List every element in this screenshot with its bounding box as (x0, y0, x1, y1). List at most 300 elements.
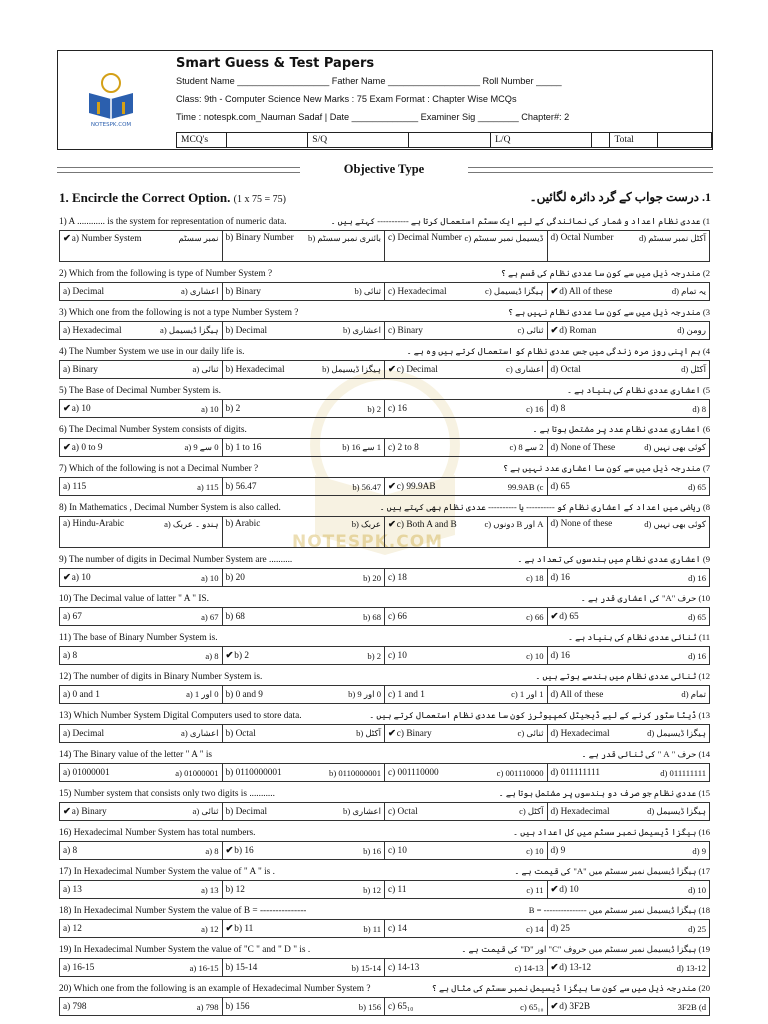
option-text-english: d) Hexadecimal (550, 806, 610, 817)
question-text-english: 16) Hexadecimal Number System has total numbers. (59, 827, 256, 838)
question-row (59, 668, 710, 685)
question-text-urdu: 13) ڈیٹا سٹور کرنے کے لیے ڈیجیٹل کمپیوٹرز کون سا عددی نظام استعمال کرتے ہیں ۔ (369, 710, 710, 720)
option-text-english: c) 14 (388, 923, 407, 934)
option-text-english: c) Decimal Number (388, 233, 462, 243)
question-text-english: 11) The base of Binary Number System is. (59, 632, 218, 643)
option-cell[interactable] (548, 361, 710, 378)
options-row (59, 724, 710, 743)
option-text-english: b) 2 (225, 403, 241, 414)
option-text-english: d) 10 (559, 885, 579, 895)
option-cell[interactable] (60, 322, 223, 339)
option-text-english: b) Octal (225, 728, 256, 739)
option-english-wrap (388, 326, 423, 336)
option-cell[interactable] (385, 842, 548, 859)
option-text-english: b) 1 to 16 (225, 442, 262, 453)
options-row (59, 841, 710, 860)
option-cell[interactable] (223, 842, 386, 859)
score-cell-total-value (657, 133, 711, 148)
option-cell[interactable] (60, 569, 223, 586)
option-text-english: d) 8 (550, 403, 566, 414)
option-text-english: b) Binary (225, 286, 261, 297)
option-cell[interactable] (548, 920, 710, 937)
option-cell[interactable] (548, 842, 710, 859)
option-english-wrap (63, 690, 100, 700)
option-english-wrap (226, 768, 282, 778)
question-text-urdu: 11) ثنائی عددی نظام کی بنیاد ہے ۔ (568, 632, 710, 642)
option-english-wrap (551, 365, 581, 375)
question-text-english: 7) Which of the following is not a Decimal Number ? (59, 463, 259, 474)
option-text-english: b) 15-14 (225, 962, 258, 973)
option-text-english: b) Binary Number (225, 233, 294, 243)
option-english-wrap (388, 728, 432, 739)
option-english-wrap (388, 519, 457, 530)
option-text-urdu: 56.47 (b (352, 481, 381, 492)
option-text-english: d) 3F2B (559, 1002, 591, 1012)
option-cell[interactable] (548, 998, 710, 1015)
question-text-english: 8) In Mathematics , Decimal Number System is also called. (59, 502, 281, 513)
option-text-urdu: 13 (a (201, 884, 219, 895)
option-cell[interactable] (548, 478, 710, 495)
logo-caption: NOTESPK.COM (90, 122, 132, 127)
option-cell[interactable] (548, 803, 710, 820)
option-english-wrap (551, 807, 610, 817)
option-cell[interactable] (548, 400, 710, 417)
option-english-wrap (63, 1002, 87, 1012)
option-english-wrap (63, 729, 104, 739)
option-text-urdu: 67 (a (201, 611, 219, 622)
options-row (59, 360, 710, 379)
options-row (59, 399, 710, 418)
option-english-wrap (226, 404, 241, 414)
question-item (59, 499, 710, 551)
checkmark-icon: ✔ (550, 326, 559, 336)
option-english-wrap (63, 963, 94, 973)
option-english-wrap (551, 325, 597, 336)
option-text-english: d) Roman (559, 326, 597, 336)
option-cell[interactable] (223, 647, 386, 664)
option-cell[interactable] (60, 686, 223, 703)
option-cell[interactable] (223, 725, 386, 742)
checkmark-icon: ✔ (63, 404, 71, 414)
option-cell[interactable] (385, 725, 548, 742)
option-english-wrap (226, 365, 285, 375)
option-text-english: b) Hexadecimal (225, 364, 285, 375)
question-row (59, 265, 710, 282)
option-english-wrap (226, 612, 245, 622)
option-text-urdu: 12 (b (363, 884, 381, 895)
option-text-urdu: ہیگزا ڈیسیمل (b (322, 364, 381, 374)
option-text-urdu: اعشاری (b (343, 325, 381, 335)
time-info-line: Time : notespk.com_Nauman Sadaf | Date _____________ Examiner Sig ________ Chapter#: 2 (176, 112, 570, 122)
option-cell[interactable] (60, 881, 223, 898)
option-english-wrap (63, 233, 142, 244)
option-text-english: d) 25 (550, 923, 570, 934)
option-cell[interactable] (60, 400, 223, 417)
option-cell[interactable] (60, 764, 223, 781)
option-text-urdu: 2 سے 8 (c (509, 442, 544, 452)
question-row (59, 382, 710, 399)
option-text-english: a) 8 (63, 650, 78, 661)
option-english-wrap (63, 806, 107, 817)
option-cell[interactable] (548, 725, 710, 742)
option-cell[interactable] (223, 764, 386, 781)
option-cell[interactable] (223, 803, 386, 820)
option-text-urdu: 0 اور 9 (b (348, 689, 381, 699)
option-cell[interactable] (60, 725, 223, 742)
option-cell[interactable] (385, 322, 548, 339)
question-row (59, 590, 710, 607)
student-info-line: Student Name __________________ Father Name __________________ Roll Number _____ (176, 76, 562, 86)
options-row (59, 919, 710, 938)
option-english-wrap (63, 768, 110, 778)
checkmark-icon: ✔ (550, 612, 559, 622)
option-cell[interactable] (385, 803, 548, 820)
option-cell[interactable] (60, 231, 223, 261)
option-english-wrap (63, 442, 103, 453)
option-cell[interactable] (385, 439, 548, 456)
paper-title: Smart Guess & Test Papers (176, 56, 375, 71)
question-text-urdu: 18) ہیگزا ڈیسیمل نمبر سسٹم میں --------------- = B (528, 905, 710, 915)
question-text-english: 9) The number of digits in Decimal Number System are .......... (59, 554, 293, 565)
option-cell[interactable] (60, 608, 223, 625)
option-cell[interactable] (385, 764, 548, 781)
option-text-urdu: بائنری نمبر سسٹم (b (308, 233, 381, 243)
option-english-wrap (63, 365, 98, 375)
class-info-line: Class: 9th - Computer Science New Marks : 75 Exam Format : Chapter Wise MCQs (176, 94, 517, 104)
question-text-urdu: 6) اعشاری عددی نظام عدد پر مشتمل ہوتا ہے ۔ (532, 424, 710, 434)
question-text-urdu: 19) ہیگزا ڈیسیمل نمبر سسٹم میں حروف "C" اور "D" کی قیمت ہے ۔ (461, 944, 710, 954)
question-item (59, 213, 710, 265)
option-text-english: b) 11 (234, 924, 254, 934)
option-cell[interactable] (548, 231, 710, 261)
options-row (59, 685, 710, 704)
option-text-urdu: 10 (d (688, 884, 706, 895)
option-cell[interactable] (223, 569, 386, 586)
option-text-urdu: 8 (a (205, 845, 219, 856)
option-cell[interactable] (548, 517, 710, 547)
option-cell[interactable] (60, 842, 223, 859)
checkmark-icon: ✔ (550, 1002, 559, 1012)
option-cell[interactable] (548, 569, 710, 586)
option-cell[interactable] (385, 608, 548, 625)
checkmark-icon: ✔ (63, 234, 71, 244)
option-text-urdu: 115 (a (197, 481, 219, 492)
options-row (59, 477, 710, 496)
option-text-urdu: 16 (c (526, 403, 544, 414)
option-cell[interactable] (223, 608, 386, 625)
option-text-urdu: 2 (b (367, 650, 381, 661)
option-english-wrap (226, 519, 261, 529)
option-text-english: b) 16 (234, 846, 254, 856)
question-text-english: 13) Which Number System Digital Computers used to store data. (59, 710, 302, 721)
option-text-urdu: 3F2B (d (677, 1001, 706, 1012)
option-cell[interactable] (223, 478, 386, 495)
option-cell[interactable] (385, 361, 548, 378)
question-row (59, 707, 710, 724)
option-cell[interactable] (385, 569, 548, 586)
option-cell[interactable] (223, 881, 386, 898)
option-text-english: d) All of these (559, 287, 613, 297)
option-text-urdu: ثنائی (c (517, 728, 544, 738)
option-english-wrap (388, 924, 407, 934)
option-cell[interactable] (223, 998, 386, 1015)
option-english-wrap (226, 482, 257, 492)
option-text-english: c) Hexadecimal (388, 286, 447, 297)
option-text-english: c) Decimal (396, 365, 438, 375)
option-english-wrap (551, 404, 566, 414)
question-row (59, 785, 710, 802)
option-text-english: d) All of these (550, 689, 604, 700)
option-cell[interactable] (223, 400, 386, 417)
option-cell[interactable] (548, 439, 710, 456)
options-row (59, 880, 710, 899)
option-text-urdu: 10 (c (526, 650, 544, 661)
question-text-english: 2) Which from the following is type of Number System ? (59, 268, 273, 279)
option-cell[interactable] (385, 517, 548, 547)
option-english-wrap (551, 1001, 591, 1012)
option-text-english: b) Decimal (225, 806, 268, 817)
option-english-wrap (63, 572, 91, 583)
option-cell[interactable] (223, 686, 386, 703)
option-english-wrap (226, 1002, 250, 1012)
option-text-urdu: A اور B دونوں (c (484, 519, 544, 529)
option-english-wrap (551, 519, 613, 529)
option-cell[interactable] (548, 283, 710, 300)
option-cell[interactable] (223, 517, 386, 547)
option-cell[interactable] (60, 439, 223, 456)
option-cell[interactable] (60, 998, 223, 1015)
option-cell[interactable] (60, 920, 223, 937)
question-text-english: 4) The Number System we use in our daily life is. (59, 346, 245, 357)
option-english-wrap (551, 924, 570, 934)
option-english-wrap (388, 364, 438, 375)
option-text-urdu: 9 (d (692, 845, 706, 856)
score-table (176, 132, 712, 148)
option-cell[interactable] (548, 686, 710, 703)
option-text-urdu: 16 (d (688, 572, 706, 583)
option-text-urdu: اعشاری (b (343, 806, 381, 816)
question-item (59, 343, 710, 382)
option-text-urdu: d) 011111111 (660, 767, 706, 778)
options-row (59, 282, 710, 301)
option-cell[interactable] (385, 283, 548, 300)
option-english-wrap (551, 846, 566, 856)
question-text-english: 20) Which one from the following is an example of Hexadecimal Number System ? (59, 983, 371, 994)
option-cell[interactable] (385, 959, 548, 976)
option-cell[interactable] (223, 231, 386, 261)
option-cell[interactable] (548, 608, 710, 625)
option-cell[interactable] (548, 959, 710, 976)
option-cell[interactable] (385, 231, 548, 261)
question-row (59, 629, 710, 646)
checkmark-icon: ✔ (388, 482, 396, 492)
option-english-wrap (63, 846, 77, 856)
option-cell[interactable] (223, 920, 386, 937)
option-cell[interactable] (385, 400, 548, 417)
option-cell[interactable] (385, 881, 548, 898)
option-text-english: d) 011111111 (550, 767, 600, 778)
option-english-wrap (388, 233, 462, 243)
option-text-urdu: 10 (a (201, 572, 219, 583)
option-text-english: d) None of these (550, 519, 613, 529)
options-row (59, 438, 710, 457)
option-text-english: a) Decimal (63, 728, 105, 739)
options-row (59, 516, 710, 548)
option-text-urdu: یہ تمام (d (671, 286, 706, 296)
option-english-wrap (551, 233, 614, 243)
question-text-urdu: 8) ریاضی میں اعداد کے اعشاری نظام کو ---------- یا ---------- عددی نظام بھی کہتے ہیں ۔ (379, 502, 710, 512)
option-text-urdu: 18 (c (526, 572, 544, 583)
option-text-english: c) 99.9AB (396, 482, 436, 492)
question-item (59, 863, 710, 902)
option-cell[interactable] (548, 764, 710, 781)
question-row (59, 551, 710, 568)
question-text-english: 10) The Decimal value of latter " A " IS. (59, 593, 209, 604)
question-item (59, 304, 710, 343)
checkmark-icon: ✔ (550, 287, 559, 297)
checkmark-icon: ✔ (63, 573, 71, 583)
checkmark-icon: ✔ (388, 520, 396, 530)
option-english-wrap (388, 963, 419, 973)
question-row (59, 343, 710, 360)
option-english-wrap (226, 729, 256, 739)
option-cell[interactable] (60, 283, 223, 300)
option-text-english: d) 16 (550, 650, 570, 661)
options-row (59, 646, 710, 665)
option-english-wrap (388, 690, 425, 700)
question-text-english: 1) A ............ is the system for representation of numeric data. (59, 216, 287, 227)
question-text-urdu: 10) حرف "A" کی اعشاری قدر ہے ۔ (580, 593, 710, 603)
option-cell[interactable] (385, 686, 548, 703)
watermark-text: NOTESPK.COM (292, 532, 444, 552)
question-text-urdu: 4) ہم اپنی روز مرہ زندگی میں جس عددی نظام کو استعمال کرتے ہیں وہ ہے ۔ (406, 346, 710, 356)
option-text-urdu: ثنائی (a (192, 364, 219, 374)
option-text-english: a) 67 (63, 611, 82, 622)
option-text-english: d) 9 (550, 845, 566, 856)
question-text-urdu: 7) مندرجہ ذیل میں سے کون سا اعشاری عدد نہیں ہے ؟ (502, 463, 710, 473)
option-text-english: a) Hindu-Arabic (63, 519, 125, 529)
option-text-urdu: 16 (d (688, 650, 706, 661)
question-text-english: 15) Number system that consists only two digits is ........... (59, 788, 275, 799)
question-item (59, 746, 710, 785)
option-english-wrap (388, 885, 407, 895)
option-text-urdu: ڈیسیمل نمبر سسٹم (c (464, 233, 544, 243)
question-item (59, 421, 710, 460)
option-cell[interactable] (548, 881, 710, 898)
option-english-wrap (388, 1002, 413, 1012)
option-cell[interactable] (60, 803, 223, 820)
option-text-urdu: 16-15 (a (189, 962, 219, 973)
option-text-english: b) 0110000001 (225, 767, 282, 778)
option-cell[interactable] (60, 517, 223, 547)
question-text-urdu: 3) مندرجہ ذیل میں سے کون سا عددی نظام نہیں ہے ؟ (508, 307, 710, 317)
option-cell[interactable] (548, 322, 710, 339)
option-english-wrap (551, 286, 613, 297)
option-cell[interactable] (223, 439, 386, 456)
option-text-english: a) 10 (71, 404, 91, 414)
option-text-urdu: تمام (d (681, 689, 706, 699)
option-english-wrap (63, 885, 82, 895)
option-english-wrap (63, 612, 82, 622)
option-text-urdu: آکٹل (d (681, 364, 706, 374)
option-english-wrap (226, 287, 261, 297)
option-english-wrap (388, 807, 418, 817)
checkmark-icon: ✔ (225, 651, 234, 661)
option-cell[interactable] (60, 959, 223, 976)
option-text-urdu: آکٹل (b (356, 728, 381, 738)
option-text-urdu: 8 (d (692, 403, 706, 414)
checkmark-icon: ✔ (388, 365, 396, 375)
option-text-urdu: 13-12 (d (676, 962, 706, 973)
option-text-urdu: آکٹل نمبر سسٹم (d (638, 233, 706, 243)
checkmark-icon: ✔ (388, 729, 396, 739)
question-row (59, 902, 710, 919)
question-item (59, 460, 710, 499)
option-text-urdu: 11 (b (363, 923, 381, 934)
option-text-english: c) 16 (388, 403, 407, 414)
option-english-wrap (388, 612, 407, 622)
option-text-english: d) 65 (559, 612, 579, 622)
option-text-english: c) Binary (388, 325, 423, 336)
options-row (59, 230, 710, 262)
book-lamp-logo-icon (83, 69, 139, 127)
option-english-wrap (388, 481, 436, 492)
option-cell[interactable] (223, 283, 386, 300)
option-english-wrap (551, 962, 592, 973)
option-text-english: d) Octal Number (550, 233, 614, 243)
option-cell[interactable] (548, 647, 710, 664)
option-english-wrap (388, 768, 439, 778)
option-text-urdu: عربک (b (351, 519, 381, 529)
option-cell[interactable] (223, 959, 386, 976)
option-cell[interactable] (385, 478, 548, 495)
question-text-english: 17) In Hexadecimal Number System the value of " A " is . (59, 866, 275, 877)
option-text-urdu: 65 (d (688, 481, 706, 492)
score-cell-sq-value (409, 133, 491, 148)
option-text-english: c) 1 and 1 (388, 689, 425, 700)
score-cell-lq-label: L/Q (491, 133, 592, 148)
option-english-wrap (551, 611, 579, 622)
option-text-english: b) Decimal (225, 325, 268, 336)
option-text-english: a) 13 (63, 884, 82, 895)
option-cell[interactable] (223, 322, 386, 339)
option-cell[interactable] (223, 361, 386, 378)
option-text-urdu: اعشاری (a (180, 286, 219, 296)
option-text-urdu: a) 01000001 (175, 767, 219, 778)
option-text-urdu: اعشاری (c (505, 364, 544, 374)
option-text-urdu: آکٹل (c (519, 806, 544, 816)
option-cell[interactable] (385, 920, 548, 937)
option-cell[interactable] (385, 998, 548, 1015)
option-text-english: b) 56.47 (225, 481, 257, 492)
option-cell[interactable] (385, 647, 548, 664)
option-cell[interactable] (60, 478, 223, 495)
option-text-urdu: 1 اور 1 (c (511, 689, 544, 699)
option-text-urdu: 65 (d (688, 611, 706, 622)
option-cell[interactable] (60, 361, 223, 378)
option-text-english: a) Decimal (63, 286, 105, 297)
option-text-urdu: کوئی بھی نہیں (d (644, 519, 706, 529)
option-text-urdu: 0 اور 1 (a (186, 689, 219, 699)
option-text-urdu: 798 (a (196, 1001, 219, 1012)
option-text-urdu: ہیگزا ڈیسیمل (d (647, 728, 706, 738)
question-row (59, 421, 710, 438)
paper-header (57, 50, 713, 150)
option-text-urdu: 11 (c (526, 884, 544, 895)
option-text-urdu: 156 (b (358, 1001, 381, 1012)
score-cell-total-label: Total (610, 133, 657, 148)
option-cell[interactable] (60, 647, 223, 664)
